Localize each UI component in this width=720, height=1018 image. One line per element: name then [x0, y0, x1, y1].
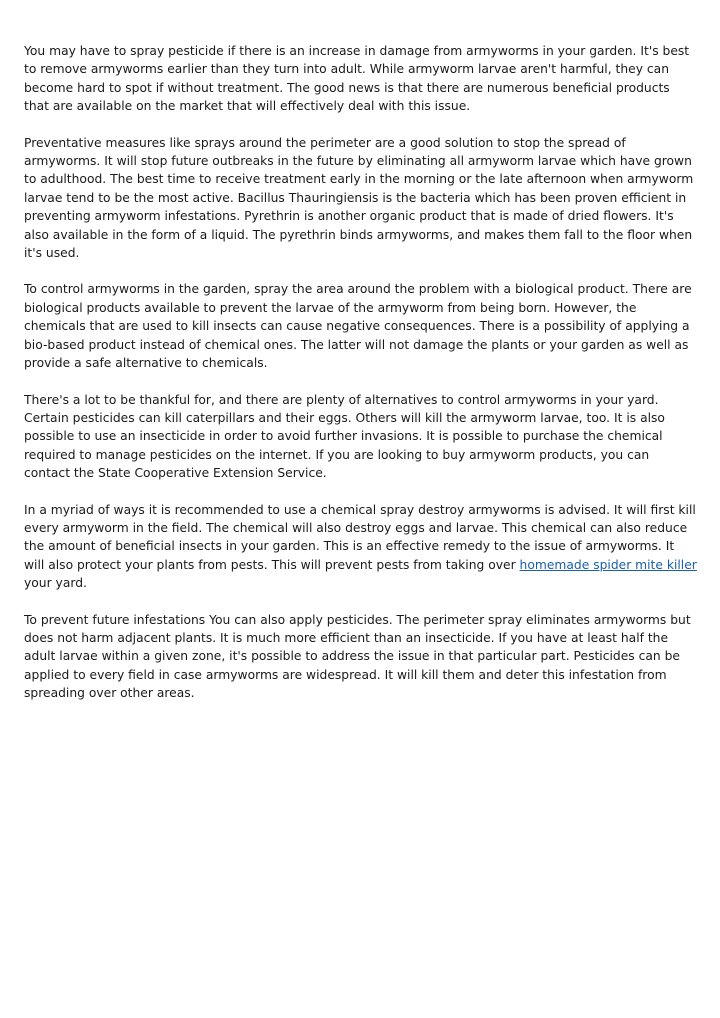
- paragraph-4: There's a lot to be thankful for, and there are plenty of alternatives to control armyworms in your yard. Certain pesticides can kill caterpillars and their eggs. Others will kill the armyworm larvae, too. It is also possible to use an insecticide in order to avoid further invasions. It is possible to purchase the chemical required to manage pesticides on the internet. If you are looking to buy armyworm products, you can contact the State Cooperative Extension Service.: [24, 392, 665, 481]
- paragraph-5-text-before: In a myriad of ways it is recommended to use a chemical spray destroy armyworms is advised. It will first kill every armyworm in the field. The chemical will also destroy eggs and larvae. This chemical can also reduce the amount of beneficial insects in your garden. This is an effective remedy to the issue of armyworms. It will also protect your plants from pests. This will prevent pests from taking over: [24, 502, 696, 572]
- paragraph-3: To control armyworms in the garden, spray the area around the problem with a biological product. There are biological products available to prevent the larvae of the armyworm from being born. However, the chemicals that are used to kill insects can cause negative consequences. There is a possibility of applying a bio-based product instead of chemical ones. The latter will not damage the plants or your garden as well as provide a safe alternative to chemicals.: [24, 282, 692, 371]
- spider-mite-killer-link[interactable]: homemade spider mite killer: [519, 557, 697, 572]
- article-body: [24, 42, 698, 721]
- paragraph-6: To prevent future infestations You can also apply pesticides. The perimeter spray eliminates armyworms but does not harm adjacent plants. It is much more efficient than an insecticide. If you have at least half the adult larvae within a given zone, it's possible to address the issue in that particular part. Pesticides can be applied to every field in case armyworms are widespread. It will kill them and deter this infestation from spreading over other areas.: [24, 612, 691, 701]
- paragraph-2: Preventative measures like sprays around the perimeter are a good solution to stop the spread of armyworms. It will stop future outbreaks in the future by eliminating all armyworm larvae which have grown to adulthood. The best time to receive treatment early in the morning or the late afternoon when armyworm larvae tend to be the most active. Bacillus Thauringiensis is the bacteria which has been proven efficient in preventing armyworm infestations. Pyrethrin is another organic product that is made of dried flowers. It's also available in the form of a liquid. The pyrethrin binds armyworms, and makes them fall to the floor when it's used.: [24, 135, 694, 261]
- paragraph-5-text-after: your yard.: [24, 576, 87, 591]
- paragraph-1: You may have to spray pesticide if there is an increase in damage from armyworms in your garden. It's best to remove armyworms earlier than they turn into adult. While armyworm larvae aren't harmful, they can become hard to spot if without treatment. The good news is that there are numerous beneficial products that are available on the market that will effectively deal with this issue.: [24, 44, 690, 114]
- paragraph-5: [24, 501, 698, 593]
